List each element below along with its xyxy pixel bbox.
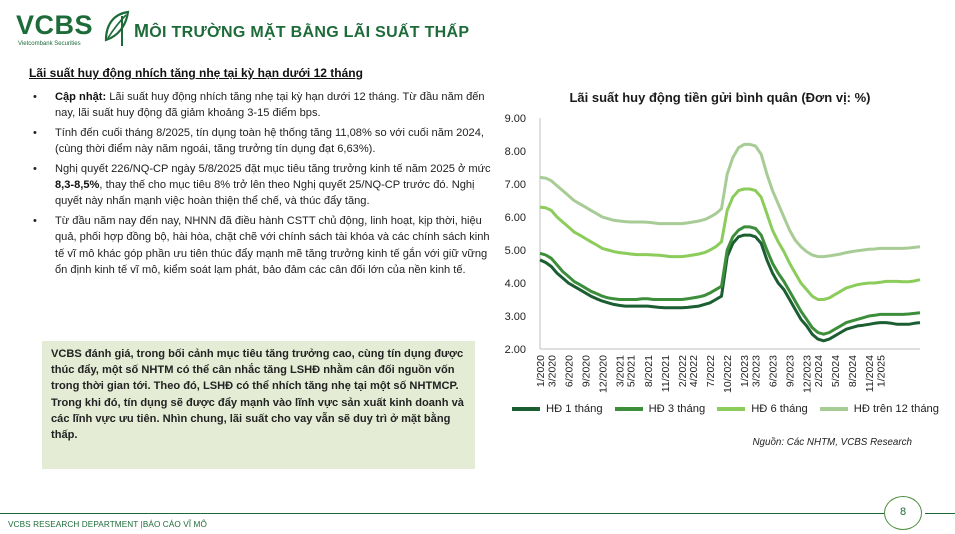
bullet-text: Từ đầu năm nay đến nay, NHNN đã điều hành CSTT chủ động, linh hoạt, kịp thời, hiệu quả, phối hợp đồng bộ, hài hòa, chặt chẽ với chính sách tài khóa và các chính sách kinh tế vĩ mô khác góp phần ưu tiên thúc đẩy mạnh mẽ tăng trưởng kinh tế gắn với giữ vững ổn định kinh tế vĩ mô, kiểm soát lạm phát, bảo đảm các cân đối lớn của nền kinh tế. — [55, 214, 490, 277]
bullet-text: Tính đến cuối tháng 8/2025, tín dụng toàn hệ thống tăng 11,08% so với cuối năm 2024, (cùng thời điểm này năm ngoái, tăng trưởng tín dụng đạt 6,63%). — [55, 126, 484, 156]
bullet-text: Lãi suất huy động nhích tăng nhẹ tại kỳ hạn dưới 12 tháng. Từ đầu năm đến nay, lãi suất huy động đã giảm khoảng 3-15 điểm bps. — [55, 91, 485, 120]
legend-item — [615, 403, 706, 415]
x-tick-label: 1/2023 — [739, 355, 752, 388]
y-tick-label: 6.00 — [504, 212, 526, 224]
bullet-item — [29, 89, 491, 122]
legend-swatch — [717, 407, 745, 411]
logo-subtext: Vietcombank Securities — [18, 41, 81, 47]
x-tick-label: 11/2024 — [863, 355, 876, 393]
footer-text: VCBS RESEARCH DEPARTMENT |BÁO CÁO VĨ MÔ — [8, 520, 207, 529]
y-tick-label: 9.00 — [504, 113, 526, 125]
x-tick-label: 3/2020 — [546, 355, 559, 388]
x-tick-label: 12/2023 — [801, 355, 814, 393]
x-tick-label: 9/2020 — [580, 355, 593, 388]
legend-label: HĐ trên 12 tháng — [853, 403, 939, 415]
x-tick-label: 6/2023 — [767, 355, 780, 388]
series-line — [540, 227, 920, 334]
y-tick-label: 7.00 — [504, 179, 526, 191]
chart-legend — [512, 403, 951, 415]
x-tick-label: 2/2024 — [812, 355, 825, 388]
leaf-icon — [104, 10, 130, 44]
legend-item — [512, 403, 603, 415]
x-tick-label: 1/2025 — [875, 355, 888, 388]
page-title-initial: M — [134, 21, 150, 41]
bullet-bold: Cập nhật: — [55, 91, 107, 103]
x-tick-label: 4/2022 — [688, 355, 701, 388]
x-tick-label: 8/2024 — [846, 355, 859, 388]
summary-paragraph: VCBS đánh giá, trong bối cảnh mục tiêu tăng trưởng cao, cùng tín dụng được thúc đẩy, một số NHTM có thể cân nhắc tăng LSHĐ nhằm cân đối nguồn vốn trong thời gian tới. Theo đó, LSHĐ có thể nhích tăng nhẹ tại một số NHTMCP. — [51, 348, 464, 393]
x-tick-label: 5/2021 — [625, 355, 638, 388]
legend-swatch — [512, 407, 540, 411]
footer-divider — [0, 513, 885, 514]
y-tick-label: 2.00 — [504, 344, 526, 356]
x-tick-label: 3/2023 — [750, 355, 763, 388]
title-divider — [121, 16, 123, 46]
chart-source: Nguồn: Các NHTM, VCBS Research — [752, 437, 912, 448]
x-tick-label: 8/2021 — [642, 355, 655, 388]
logo-text: VCBS — [16, 10, 94, 40]
summary-box — [42, 341, 475, 469]
x-tick-label: 10/2022 — [722, 355, 735, 393]
legend-label: HĐ 6 tháng — [751, 403, 808, 415]
legend-label: HĐ 3 tháng — [648, 403, 706, 415]
page-number: 8 — [884, 496, 922, 530]
x-tick-label: 7/2022 — [705, 355, 718, 388]
x-tick-label: 9/2023 — [784, 355, 797, 388]
legend-item — [820, 403, 939, 415]
legend-item — [717, 403, 808, 415]
section-heading: Lãi suất huy động nhích tăng nhẹ tại kỳ hạn dưới 12 tháng — [29, 66, 363, 80]
chart-title: Lãi suất huy động tiền gửi bình quân (Đơn vị: %) — [569, 90, 871, 105]
bullet-item — [29, 161, 491, 210]
line-chart — [495, 105, 935, 405]
bullet-item — [29, 213, 491, 279]
x-tick-label: 5/2024 — [829, 355, 842, 388]
x-tick-label: 12/2020 — [597, 355, 610, 393]
bullet-item — [29, 125, 491, 158]
x-tick-label: 1/2020 — [535, 355, 547, 388]
bullet-list — [29, 89, 491, 281]
x-tick-label: 2/2022 — [676, 355, 689, 388]
x-tick-label: 6/2020 — [563, 355, 576, 388]
legend-swatch — [820, 407, 848, 411]
legend-label: HĐ 1 tháng — [546, 403, 603, 415]
y-tick-label: 5.00 — [504, 245, 526, 257]
footer-divider — [925, 513, 955, 514]
y-tick-label: 8.00 — [504, 146, 526, 158]
bullet-bold: 8,3-8,5% — [55, 179, 100, 192]
x-tick-label: 3/2021 — [614, 355, 627, 388]
y-tick-label: 4.00 — [504, 278, 526, 290]
page-title — [134, 21, 469, 42]
legend-swatch — [615, 407, 643, 411]
y-tick-label: 3.00 — [504, 311, 526, 323]
summary-paragraph: Trong khi đó, tín dụng sẽ được đẩy mạnh vào lĩnh vực sản xuất kinh doanh và các lĩnh vực ưu tiên. Nhìn chung, lãi suất cho vay vẫn sẽ duy trì ở mặt bằng thấp. — [51, 396, 464, 442]
bullet-text: Nghị quyết 226/NQ-CP ngày 5/8/2025 đặt mục tiêu tăng trưởng kinh tế năm 2025 ở mức — [55, 162, 491, 175]
vcbs-logo — [16, 10, 116, 52]
bullet-text: , thay thế cho mục tiêu 8% trở lên theo Nghị quyết 25/NQ-CP trước đó. Nghị quyết này nhấn mạnh việc hoàn thiện thể chế, và thúc đẩy tăng. — [55, 179, 475, 208]
x-tick-label: 11/2021 — [659, 355, 672, 393]
page-title-rest: ÔI TRƯỜNG MẶT BẰNG LÃI SUẤT THẤP — [149, 24, 470, 41]
